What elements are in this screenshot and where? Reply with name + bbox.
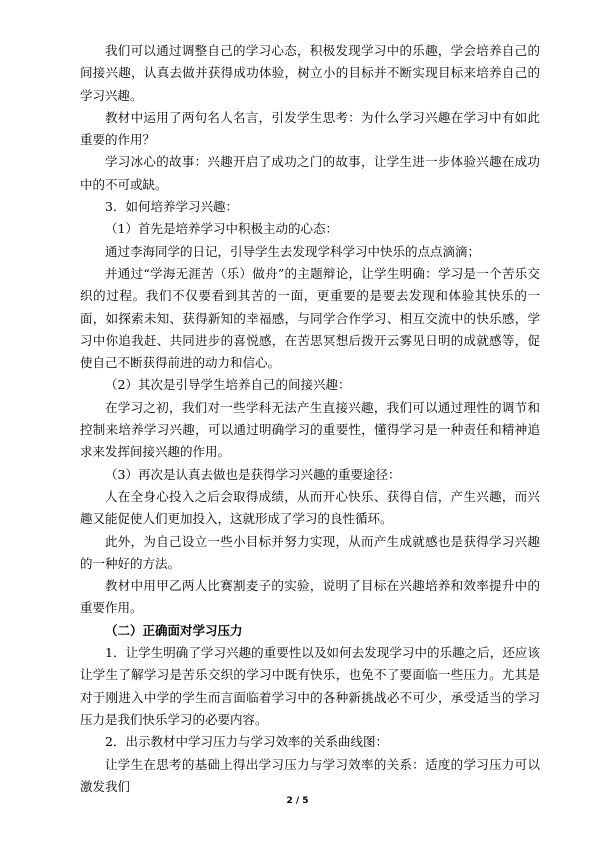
paragraph-virtuous-cycle: 人在全身心投入之后会取得成绩，从而开心快乐、获得自信，产生兴趣，而兴趣又能促使人们更加投入，这就形成了学习的良性循环。 [80,488,540,527]
paragraph-pressure-intro: 1．让学生明确了学习兴趣的重要性以及如何去发现学习中的乐趣之后，还应该让学生了解学习是苦乐交织的学习中既有快乐，也免不了要面临一些压力。尤其是对于刚进入中学的学生而言面临着学习中的各种新挑战必不可少，承受适当的学习压力是我们快乐学习的必要内容。 [80,645,540,727]
paragraph-bingxin-story: 学习冰心的故事：兴趣开启了成功之门的故事，让学生进一步体验兴趣在成功中的不可或缺。 [80,154,540,192]
paragraph-indirect-interest: 在学习之初，我们对一些学科无法产生直接兴趣，我们可以通过理性的调节和控制来培养学习兴趣，可以通过明确学习的重要性，懂得学习是一种责任和精神追求来发挥间接兴趣的作用。 [80,399,540,460]
subheading-do-seriously: （3）再次是认真去做也是获得学习兴趣的重要途径： [105,466,401,482]
section-heading-learning-pressure: （二）正确面对学习压力 [105,622,243,638]
paragraph-pressure-efficiency: 让学生在思考的基础上得出学习压力与学习效率的关系：适度的学习压力可以激发我们 [80,756,540,794]
subheading-positive-attitude: （1）首先是培养学习中积极主动的心态： [105,221,338,237]
page-number: 2 / 5 [286,796,309,806]
paragraph-famous-quotes: 教材中运用了两句名人名言，引发学生思考：为什么学习兴趣在学习中有如此重要的作用？ [80,109,540,148]
paragraph-curve-chart: 2．出示教材中学习压力与学习效率的关系曲线图： [105,734,388,750]
document-body [80,40,540,798]
paragraph-li-hai-diary: 通过李海同学的日记，引导学生去发现学科学习中快乐的点点滴滴； [105,243,481,259]
subheading-indirect-interest: （2）其次是引导学生培养自己的间接兴趣： [105,377,351,393]
paragraph-small-goals: 此外，为自己设立一些小目标并努力实现，从而产生成就感也是获得学习兴趣的一种好的方法。 [80,533,540,571]
paragraph-debate: 并通过“学海无涯苦（乐）做舟”的主题辩论，让学生明确：学习是一个苦乐交织的过程。我们不仅要看到其苦的一面，更重要的是要去发现和体验其快乐的一面，如探索未知、获得新知的幸福感，与同学合作学习、相互交流中的快乐感，学习中你追我赶、共同进步的喜悦感，在苦思冥想后拨开云雾见日明的成就感等，促使自己不断获得前进的动力和信心。 [80,265,540,371]
paragraph-wheat-experiment: 教材中用甲乙两人比赛割麦子的实验，说明了目标在兴趣培养和效率提升中的重要作用。 [80,578,540,616]
heading-how-to-cultivate: 3．如何培养学习兴趣： [105,199,238,215]
paragraph-cultivate-interest: 我们可以通过调整自己的学习心态，积极发现学习中的乐趣，学会培养自己的间接兴趣，认真去做并获得成功体验，树立小的目标并不断实现目标来培养自己的学习兴趣。 [80,43,540,103]
